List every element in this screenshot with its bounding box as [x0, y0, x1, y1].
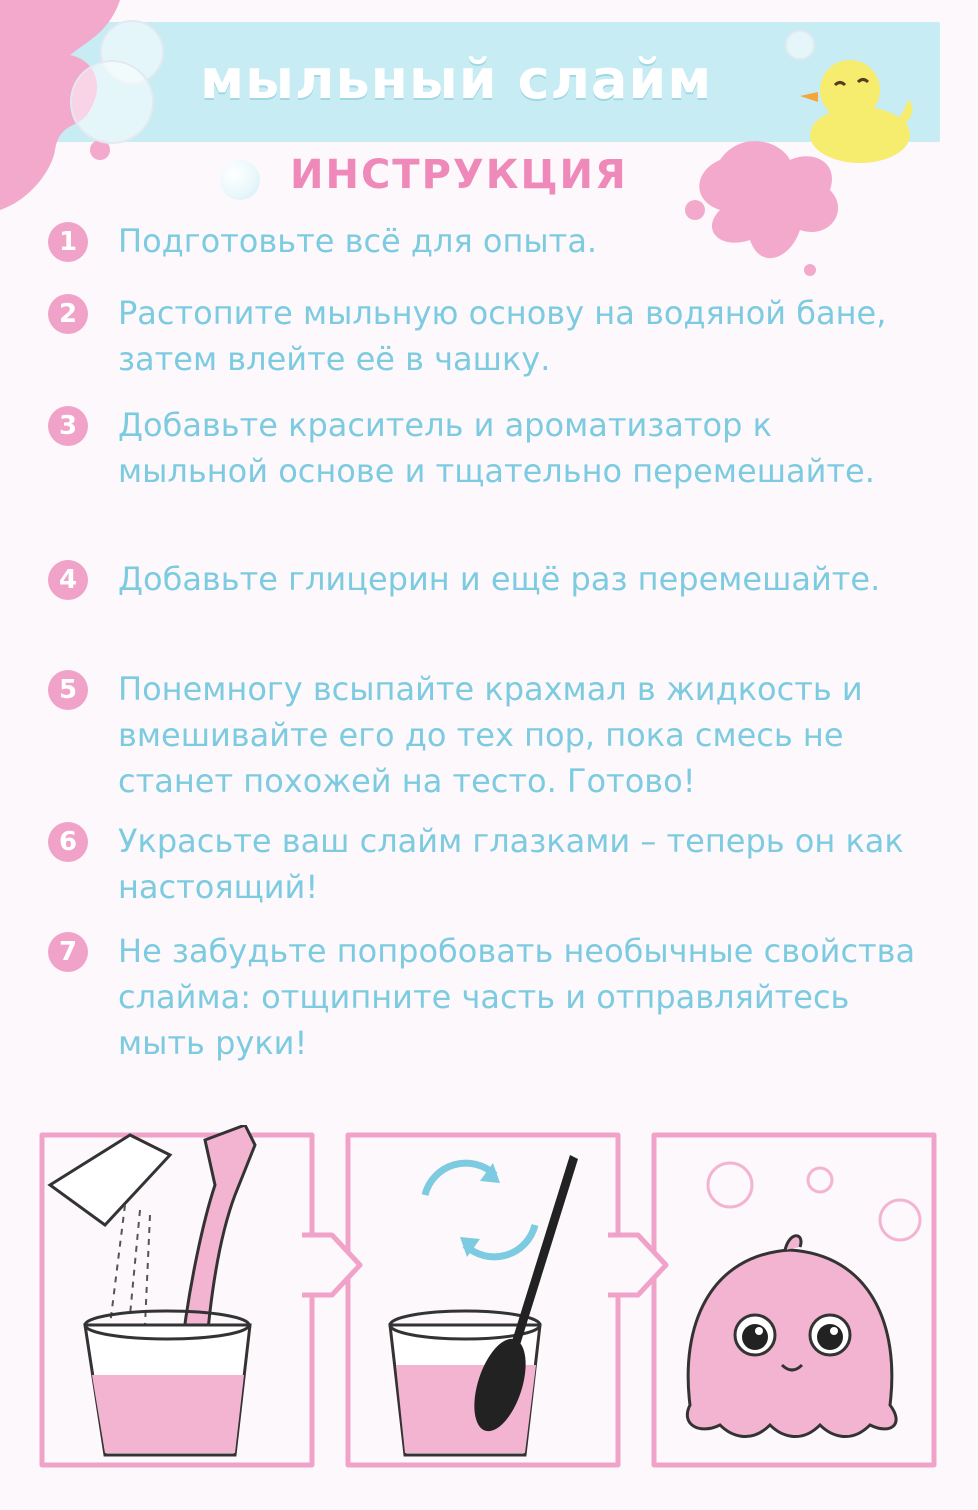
illustration-strip [30, 1125, 950, 1485]
step-number: 7 [48, 932, 88, 972]
duck-icon [790, 40, 920, 170]
page-title: мыльный слайм [200, 48, 713, 111]
step-text: Растопите мыльную основу на водяной бане, затем влейте её в чашку. [118, 294, 887, 378]
step-number: 6 [48, 822, 88, 862]
step-text: Добавьте краситель и ароматизатор к мыльной основе и тщательно перемешайте. [118, 406, 875, 490]
step-number: 1 [48, 222, 88, 262]
slime-character-icon [687, 1163, 920, 1437]
step-text: Добавьте глицерин и ещё раз перемешайте. [118, 560, 881, 598]
section-title: ИНСТРУКЦИЯ [290, 152, 628, 198]
step-text: Подготовьте всё для опыта. [118, 222, 598, 260]
bubble-icon [70, 60, 154, 144]
step-text: Не забудьте попробовать необычные свойства слайма: отщипните часть и отправляйтесь мыть руки! [118, 932, 916, 1062]
step-text: Украсьте ваш слайм глазками – теперь он как настоящий! [118, 822, 904, 906]
step-number: 3 [48, 406, 88, 446]
step-number: 5 [48, 670, 88, 710]
step-number: 2 [48, 294, 88, 334]
pouring-cup-icon [30, 1125, 255, 1455]
step-number: 4 [48, 560, 88, 600]
stirring-cup-icon [390, 1155, 578, 1455]
section-bubble-icon [220, 160, 260, 200]
step-text: Понемногу всыпайте крахмал в жидкость и вмешивайте его до тех пор, пока смесь не станет похожей на тесто. Готово! [118, 670, 863, 800]
